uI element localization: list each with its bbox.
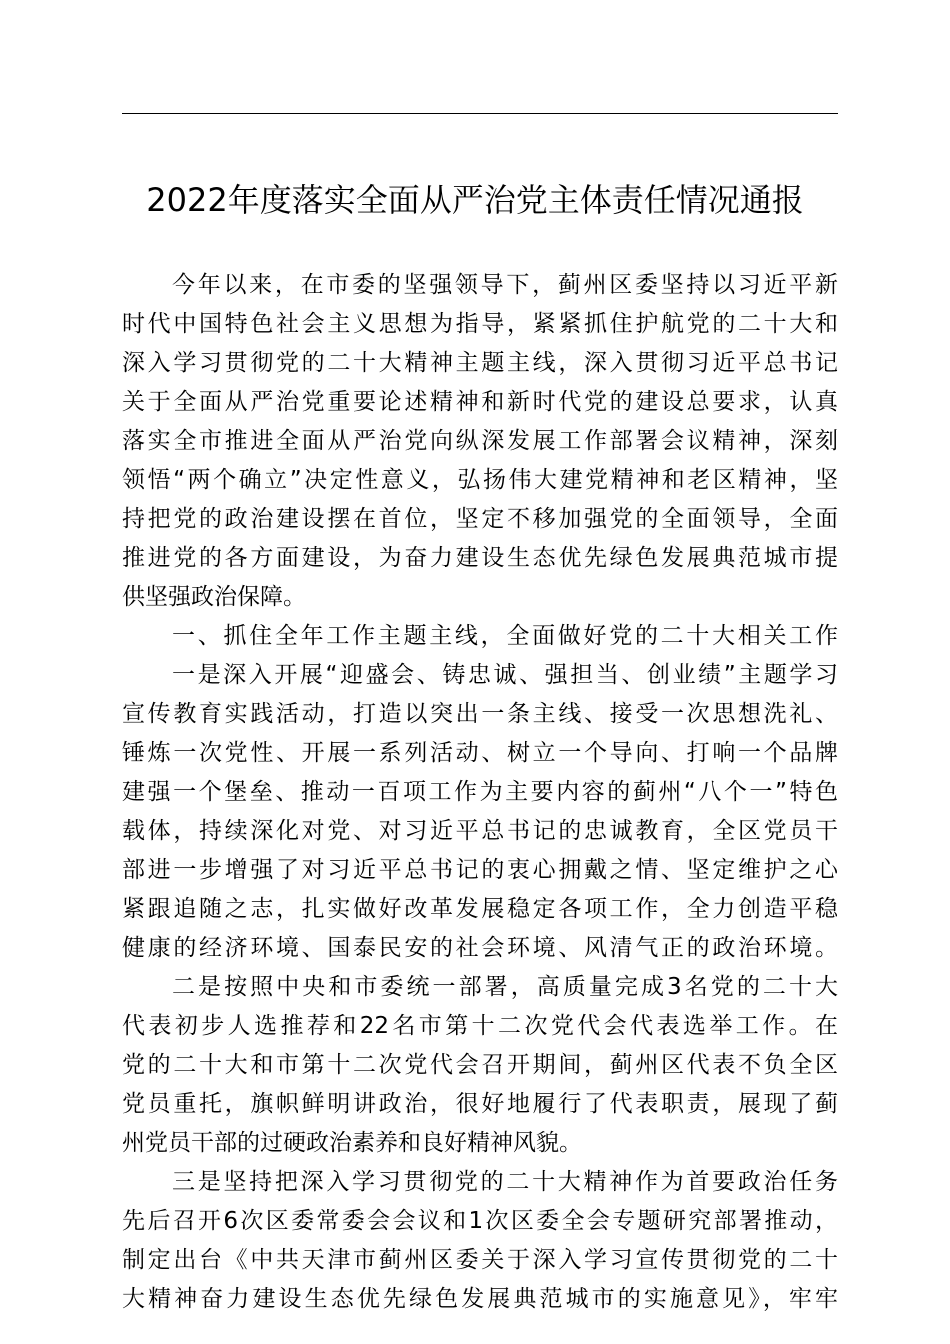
paragraph-line: 党的二十大和市第十二次党代会召开期间，蓟州区代表不负全区 [122, 1052, 838, 1078]
paragraph-line: 推进党的各方面建设，为奋力建设生态优先绿色发展典范城市提 [122, 545, 838, 571]
paragraph-line: 关于全面从严治党重要论述精神和新时代党的建设总要求，认真 [122, 389, 838, 415]
paragraph-line: 健康的经济环境、国泰民安的社会环境、风清气正的政治环境。 [122, 935, 838, 961]
paragraph-line: 建强一个堡垒、推动一百项工作为主要内容的蓟州“八个一”特色 [122, 779, 838, 805]
paragraph-line: 先后召开6次区委常委会会议和1次区委全会专题研究部署推动， [122, 1208, 838, 1234]
header-rule [122, 113, 838, 114]
paragraph-line: 部进一步增强了对习近平总书记的衷心拥戴之情、坚定维护之心 [122, 857, 838, 883]
paragraph-line: 今年以来，在市委的坚强领导下，蓟州区委坚持以习近平新 [172, 272, 838, 298]
paragraph-line: 三是坚持把深入学习贯彻党的二十大精神作为首要政治任务 [172, 1169, 838, 1195]
paragraph-line: 时代中国特色社会主义思想为指导，紧紧抓住护航党的二十大和 [122, 311, 838, 337]
paragraph-line: 党员重托，旗帜鲜明讲政治，很好地履行了代表职责，展现了蓟 [122, 1091, 838, 1117]
paragraph-line: 宣传教育实践活动，打造以突出一条主线、接受一次思想洗礼、 [122, 701, 838, 727]
paragraph-line: 制定出台《中共天津市蓟州区委关于深入学习宣传贯彻党的二十 [122, 1247, 838, 1273]
paragraph-line: 载体，持续深化对党、对习近平总书记的忠诚教育，全区党员干 [122, 818, 838, 844]
paragraph-line: 代表初步人选推荐和22名市第十二次党代会代表选举工作。在 [122, 1013, 838, 1039]
paragraph-line: 供坚强政治保障。 [122, 584, 306, 610]
paragraph-line: 持把党的政治建设摆在首位，坚定不移加强党的全面领导，全面 [122, 506, 838, 532]
paragraph-line: 锤炼一次党性、开展一系列活动、树立一个导向、打响一个品牌 [122, 740, 838, 766]
paragraph-line: 领悟“两个确立”决定性意义，弘扬伟大建党精神和老区精神，坚 [122, 467, 838, 493]
document-title: 2022年度落实全面从严治党主体责任情况通报 [146, 181, 804, 219]
paragraph-line: 二是按照中央和市委统一部署，高质量完成3名党的二十大 [172, 974, 838, 1000]
paragraph-line: 一是深入开展“迎盛会、铸忠诚、强担当、创业绩”主题学习 [172, 662, 838, 688]
paragraph-line: 州党员干部的过硬政治素养和良好精神风貌。 [122, 1130, 582, 1156]
paragraph-line: 深入学习贯彻党的二十大精神主题主线，深入贯彻习近平总书记 [122, 350, 838, 376]
paragraph-line: 落实全市推进全面从严治党向纵深发展工作部署会议精神，深刻 [122, 428, 838, 454]
paragraph-line: 大精神奋力建设生态优先绿色发展典范城市的实施意见》，牢牢 [122, 1286, 838, 1312]
paragraph-line: 紧跟追随之志，扎实做好改革发展稳定各项工作，全力创造平稳 [122, 896, 838, 922]
section-heading: 一、抓住全年工作主题主线，全面做好党的二十大相关工作 [172, 623, 838, 649]
